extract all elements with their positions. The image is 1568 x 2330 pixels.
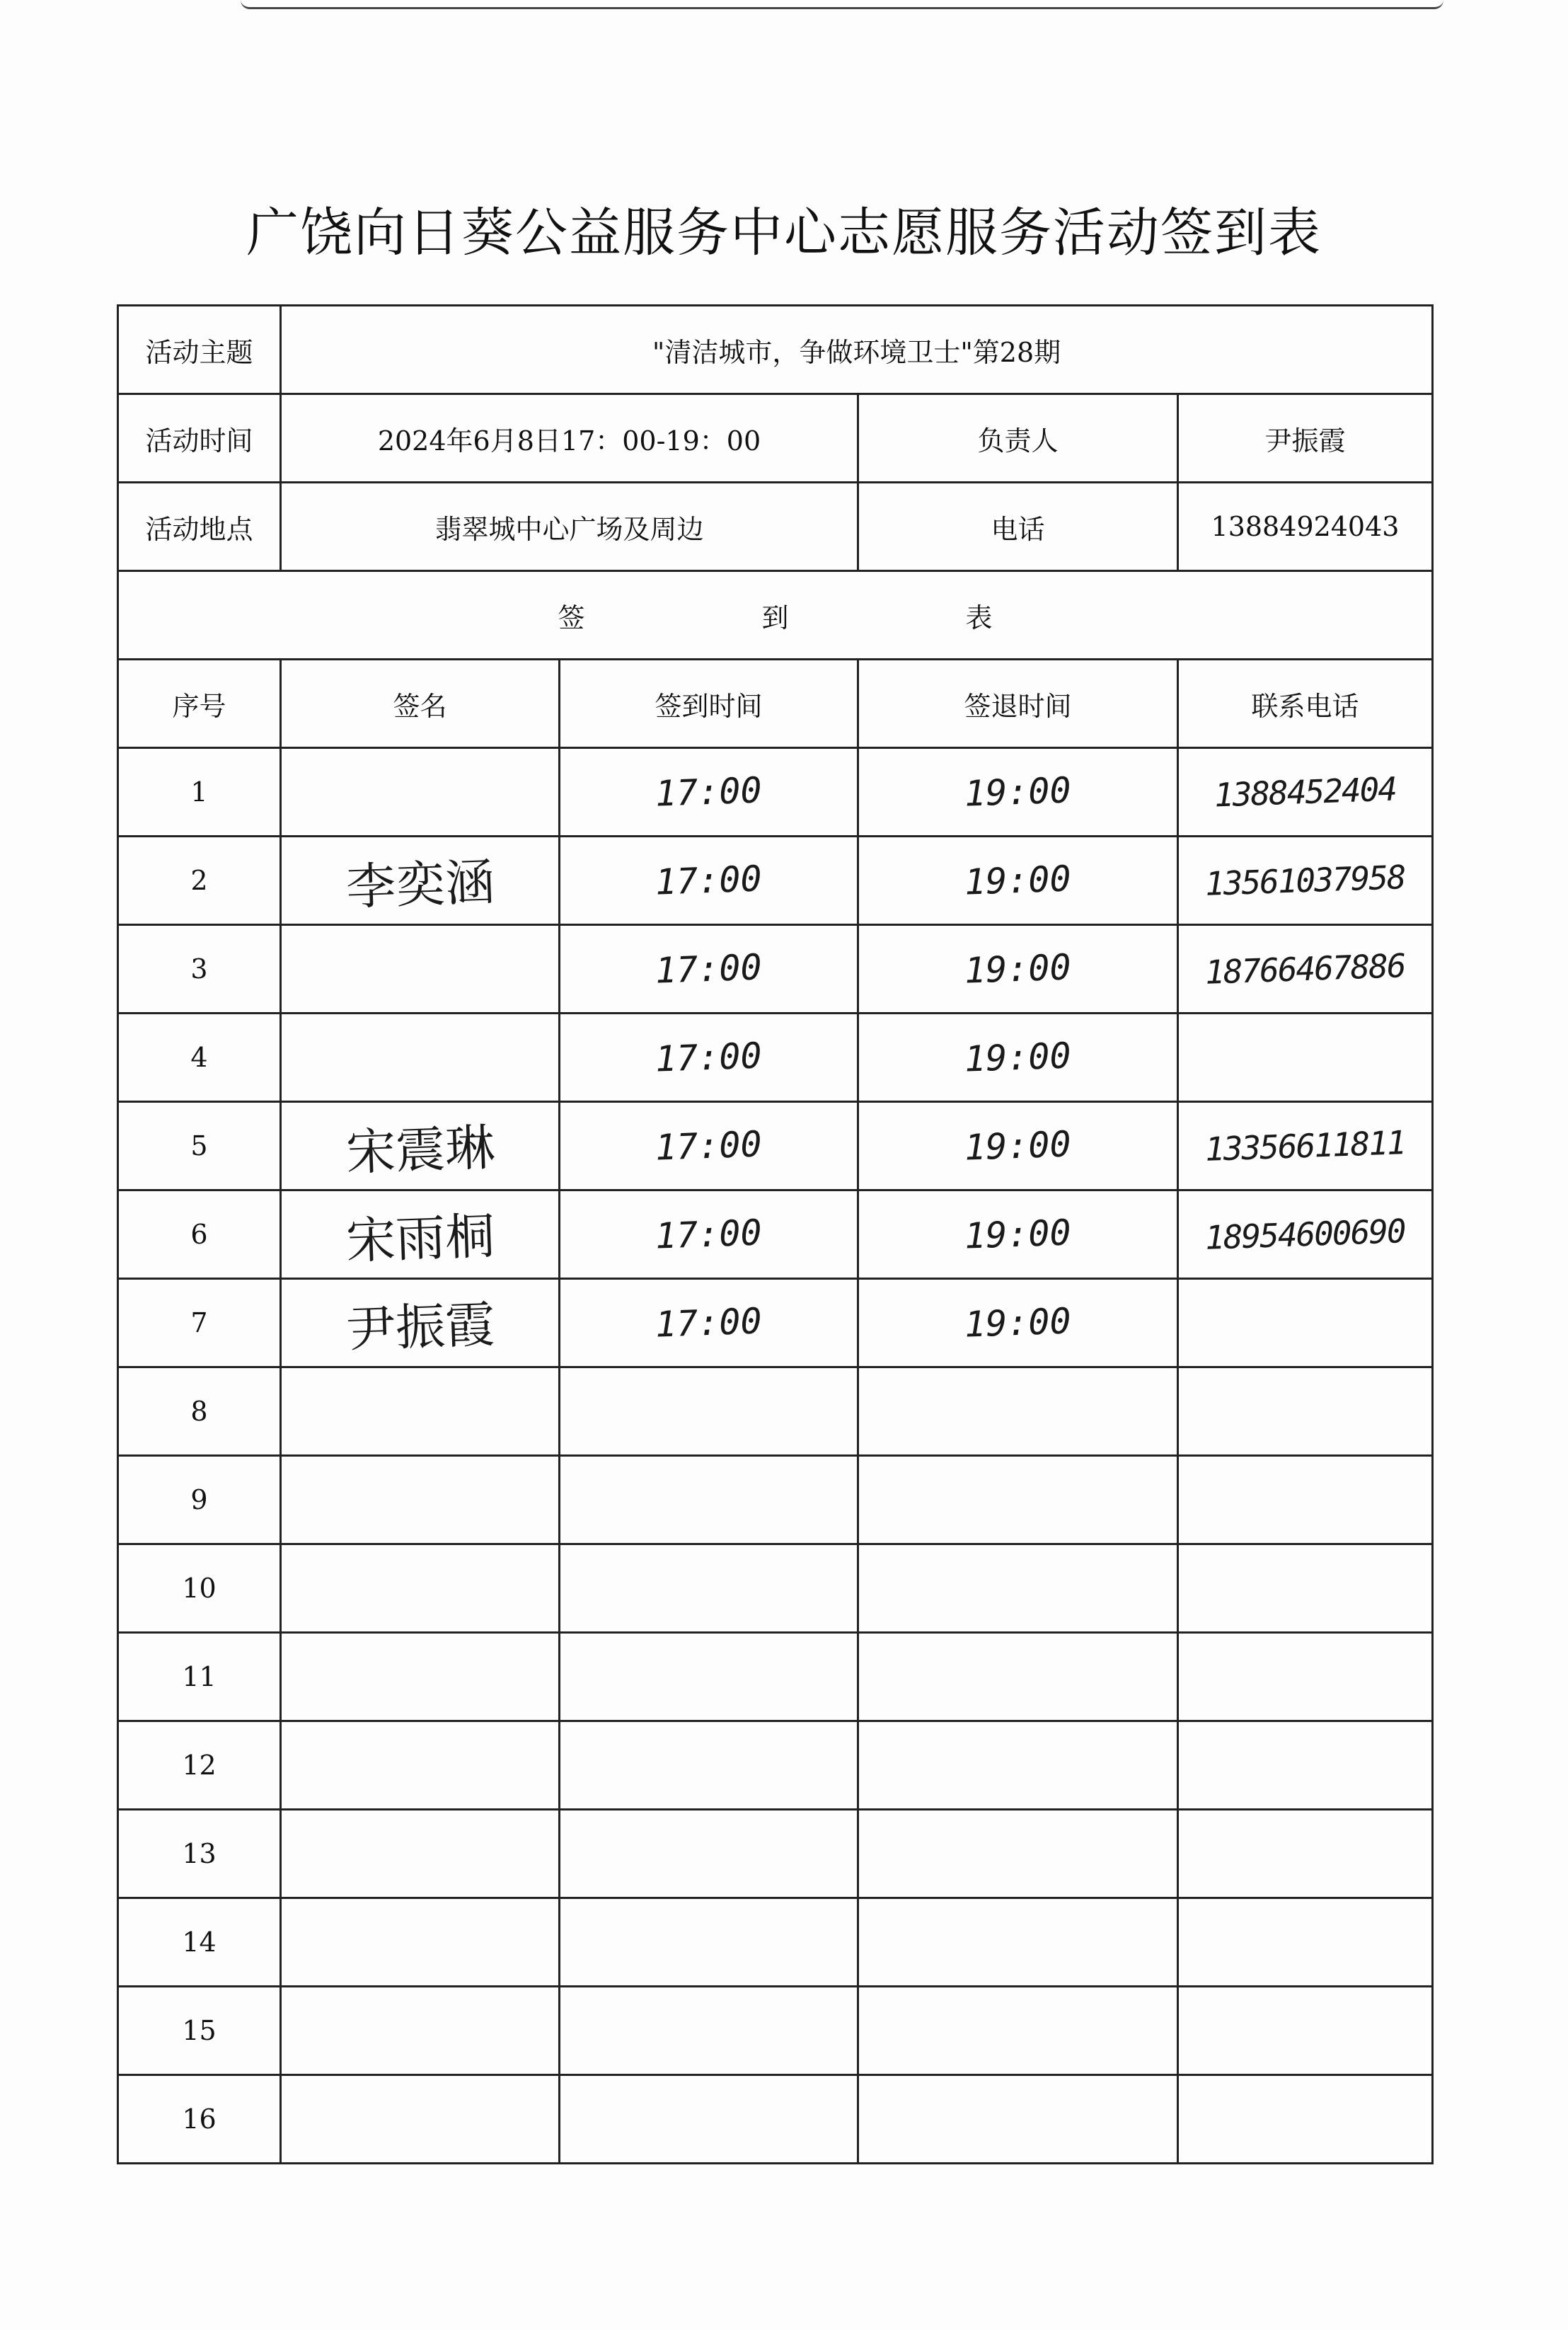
checkout-time-cell-text: 19:00: [964, 1035, 1072, 1080]
time-label: 活动时间: [118, 394, 281, 483]
signature-cell: [281, 1633, 560, 1721]
checkin-time-cell: [560, 1190, 858, 1279]
signin-banner: [118, 571, 1433, 660]
row-number: 8: [118, 1367, 281, 1456]
checkin-time-cell: [560, 837, 858, 925]
signature-cell-text: 宋震琳: [345, 1118, 496, 1182]
table-row: [118, 837, 1433, 925]
checkin-time-cell-text: 17:00: [655, 769, 763, 815]
signature-cell-text: 李奕涵: [345, 852, 496, 917]
row-number: 11: [118, 1633, 281, 1721]
checkin-time-cell: [560, 1279, 858, 1367]
contact-phone-cell: [1178, 1898, 1433, 1987]
contact-phone-cell-text: 18766467886: [1204, 946, 1406, 992]
row-number: 16: [118, 2075, 281, 2164]
contact-phone-cell: [1178, 1190, 1433, 1279]
checkout-time-cell: [858, 1544, 1178, 1633]
table-row: [118, 1014, 1433, 1102]
contact-phone-cell: [1178, 837, 1433, 925]
signature-cell: [281, 2075, 560, 2164]
signature-cell: [281, 837, 560, 925]
table-row: [118, 1633, 1433, 1721]
signature-cell: [281, 748, 560, 837]
contact-phone-cell: [1178, 1279, 1433, 1367]
contact-phone-cell: [1178, 1810, 1433, 1898]
signin-table: [117, 304, 1434, 2164]
checkout-time-cell: [858, 1721, 1178, 1810]
phone-label: 电话: [858, 483, 1178, 571]
row-number: 9: [118, 1456, 281, 1544]
checkin-time-cell: [560, 2075, 858, 2164]
signature-cell: [281, 1456, 560, 1544]
time-row: [118, 394, 1433, 483]
checkin-time-cell: [560, 748, 858, 837]
contact-phone-cell-text: 13356611811: [1204, 1123, 1406, 1169]
signature-cell: [281, 1190, 560, 1279]
signature-cell-text: 尹振霞: [345, 1295, 496, 1359]
signature-cell: [281, 1014, 560, 1102]
checkout-time-cell: [858, 1987, 1178, 2075]
checkout-time-cell: [858, 2075, 1178, 2164]
checkin-time-cell-text: 17:00: [655, 858, 763, 903]
row-number: 4: [118, 1014, 281, 1102]
signature-cell: [281, 1102, 560, 1190]
contact-phone-cell: [1178, 1456, 1433, 1544]
table-row: [118, 1279, 1433, 1367]
contact-phone-cell-text: 1388452404: [1214, 769, 1397, 815]
signature-cell: [281, 1898, 560, 1987]
checkout-time-cell-text: 19:00: [964, 1212, 1072, 1257]
table-row: [118, 1810, 1433, 1898]
table-row: [118, 748, 1433, 837]
page-top-edge: [241, 0, 1443, 9]
checkin-time-cell: [560, 1810, 858, 1898]
signature-cell: [281, 1544, 560, 1633]
contact-phone-cell: [1178, 1102, 1433, 1190]
contact-phone-cell: [1178, 1633, 1433, 1721]
signature-cell-text: 宋雨桐: [345, 1206, 496, 1270]
checkout-time-cell: [858, 1633, 1178, 1721]
table-row: [118, 1190, 1433, 1279]
leader-value: 尹振霞: [1178, 394, 1433, 483]
checkout-time-cell: [858, 1810, 1178, 1898]
checkin-time-cell: [560, 925, 858, 1014]
theme-value: "清洁城市，争做环境卫士"第28期: [281, 306, 1433, 394]
row-number: 5: [118, 1102, 281, 1190]
banner-char: 签: [558, 602, 585, 633]
row-number: 6: [118, 1190, 281, 1279]
theme-label: 活动主题: [118, 306, 281, 394]
col-header-checkout: 签退时间: [858, 660, 1178, 748]
row-number: 10: [118, 1544, 281, 1633]
checkin-time-cell: [560, 1721, 858, 1810]
contact-phone-cell: [1178, 1721, 1433, 1810]
checkout-time-cell-text: 19:00: [964, 769, 1072, 815]
contact-phone-cell: [1178, 925, 1433, 1014]
place-row: [118, 483, 1433, 571]
contact-phone-cell: [1178, 2075, 1433, 2164]
checkin-time-cell: [560, 1102, 858, 1190]
col-header-no: 序号: [118, 660, 281, 748]
contact-phone-cell-text: 13561037958: [1204, 858, 1406, 903]
checkout-time-cell: [858, 1367, 1178, 1456]
checkin-time-cell: [560, 1544, 858, 1633]
checkin-time-cell-text: 17:00: [655, 946, 763, 992]
checkout-time-cell: [858, 1014, 1178, 1102]
table-row: [118, 1102, 1433, 1190]
checkin-time-cell-text: 17:00: [655, 1212, 763, 1257]
column-header-row: [118, 660, 1433, 748]
table-row: [118, 2075, 1433, 2164]
checkout-time-cell-text: 19:00: [964, 1300, 1072, 1345]
table-row: [118, 1544, 1433, 1633]
place-label: 活动地点: [118, 483, 281, 571]
checkout-time-cell: [858, 748, 1178, 837]
checkin-time-cell: [560, 1014, 858, 1102]
banner-char: 到: [761, 602, 789, 633]
contact-phone-cell: [1178, 1014, 1433, 1102]
row-number: 12: [118, 1721, 281, 1810]
checkin-time-cell: [560, 1633, 858, 1721]
row-number: 13: [118, 1810, 281, 1898]
checkout-time-cell-text: 19:00: [964, 858, 1072, 903]
table-row: [118, 925, 1433, 1014]
table-row: [118, 1721, 1433, 1810]
checkin-time-cell: [560, 1367, 858, 1456]
checkout-time-cell: [858, 1102, 1178, 1190]
row-number: 3: [118, 925, 281, 1014]
contact-phone-cell-text: 18954600690: [1204, 1212, 1406, 1257]
table-row: [118, 1367, 1433, 1456]
contact-phone-cell: [1178, 1367, 1433, 1456]
row-number: 7: [118, 1279, 281, 1367]
col-header-checkin: 签到时间: [560, 660, 858, 748]
checkin-time-cell-text: 17:00: [655, 1300, 763, 1345]
banner-row: [118, 571, 1433, 660]
row-number: 15: [118, 1987, 281, 2075]
signature-cell: [281, 1367, 560, 1456]
table-row: [118, 1987, 1433, 2075]
checkin-time-cell-text: 17:00: [655, 1035, 763, 1080]
row-number: 14: [118, 1898, 281, 1987]
leader-label: 负责人: [858, 394, 1178, 483]
banner-char: 表: [965, 602, 993, 633]
signature-cell: [281, 1810, 560, 1898]
contact-phone-cell: [1178, 1987, 1433, 2075]
checkout-time-cell: [858, 1456, 1178, 1544]
col-header-phone: 联系电话: [1178, 660, 1433, 748]
place-value: 翡翠城中心广场及周边: [281, 483, 858, 571]
table-row: [118, 1456, 1433, 1544]
signature-cell: [281, 1721, 560, 1810]
checkout-time-cell: [858, 1279, 1178, 1367]
checkout-time-cell: [858, 1898, 1178, 1987]
signature-cell: [281, 925, 560, 1014]
row-number: 1: [118, 748, 281, 837]
theme-row: [118, 306, 1433, 394]
row-number: 2: [118, 837, 281, 925]
signature-cell: [281, 1279, 560, 1367]
signature-cell: [281, 1987, 560, 2075]
checkout-time-cell: [858, 925, 1178, 1014]
phone-value: 13884924043: [1178, 483, 1433, 571]
contact-phone-cell: [1178, 1544, 1433, 1633]
checkin-time-cell: [560, 1987, 858, 2075]
checkin-time-cell: [560, 1456, 858, 1544]
checkout-time-cell-text: 19:00: [964, 946, 1072, 992]
contact-phone-cell: [1178, 748, 1433, 837]
document-title: 广饶向日葵公益服务中心志愿服务活动签到表: [246, 202, 1322, 263]
checkin-time-cell-text: 17:00: [655, 1123, 763, 1169]
time-value: 2024年6月8日17：00-19：00: [281, 394, 858, 483]
table-row: [118, 1898, 1433, 1987]
checkin-time-cell: [560, 1898, 858, 1987]
col-header-signature: 签名: [281, 660, 560, 748]
signin-rows: [118, 748, 1433, 2164]
checkout-time-cell: [858, 837, 1178, 925]
checkout-time-cell-text: 19:00: [964, 1123, 1072, 1169]
checkout-time-cell: [858, 1190, 1178, 1279]
